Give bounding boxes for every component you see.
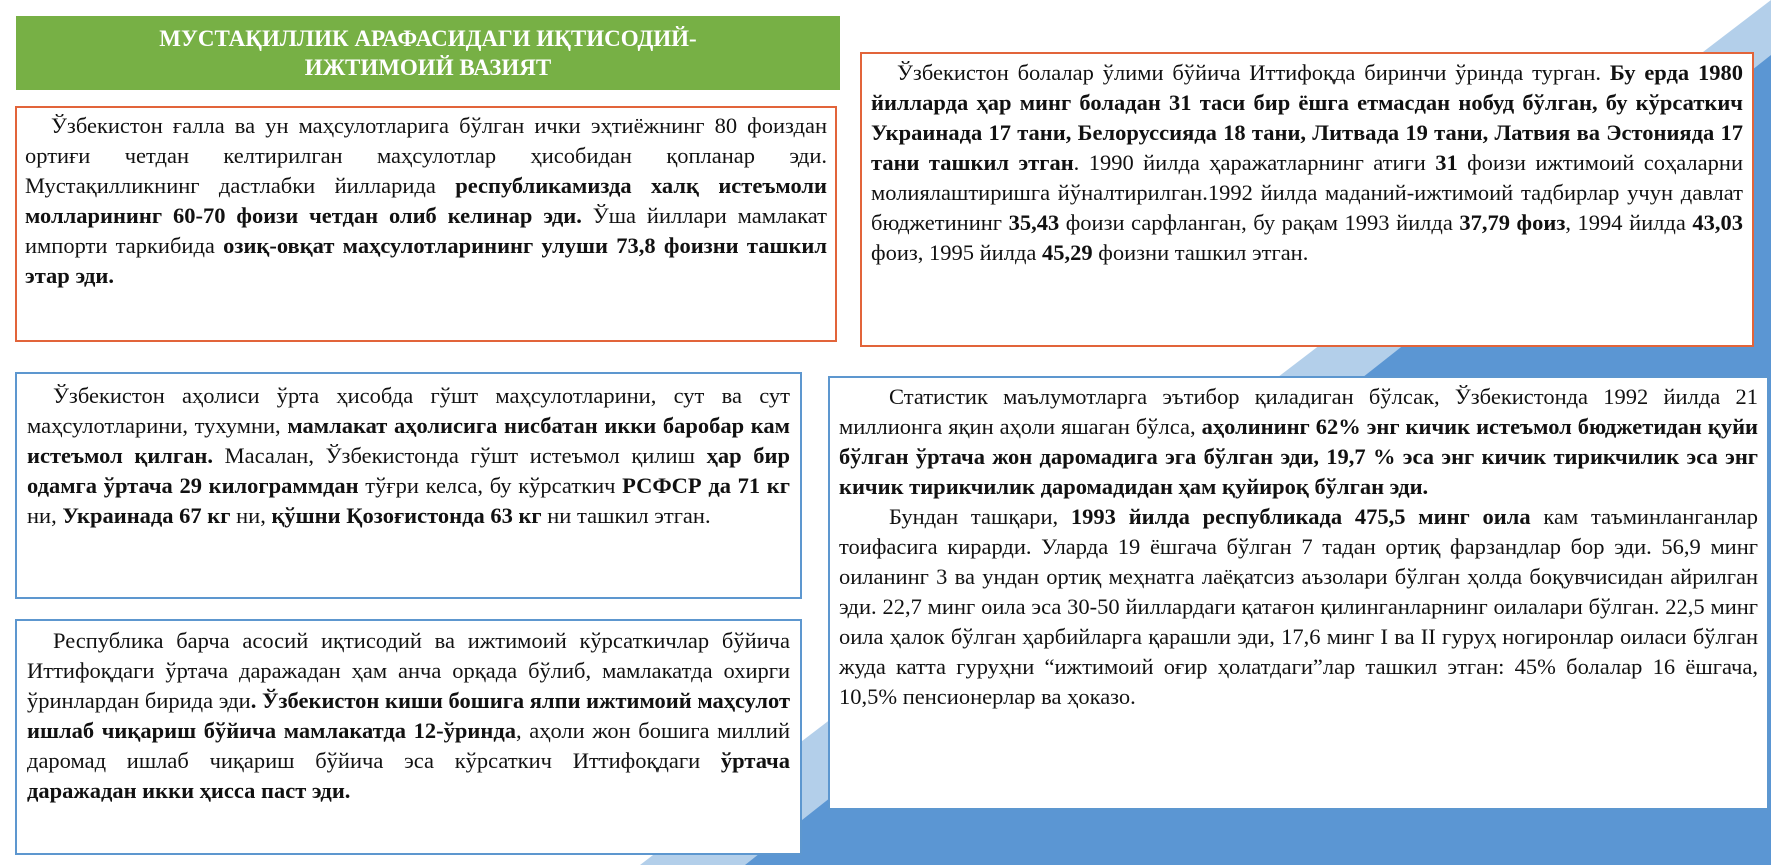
bold-segment: 35,43: [1008, 210, 1060, 235]
text-segment: фоизи ижтимоий соҳаларни молиялаштиришга йўналтирилган.1992 йилда маданий-ижтимоий тадбирлар учун давлат бюджетининг: [871, 150, 1743, 235]
bold-segment: аҳолининг 62% энг кичик истеъмол бюджетидан қуйи бўлган ўртача жон даромадига эга бўлган эди, 19,7 % эса энг кичик тирикчилик эса энг кичик тирикчилик даромадидан ҳам қуйироқ бўлган эди.: [839, 414, 1758, 499]
text-segment: ни,: [27, 503, 63, 528]
bold-segment: 37,79 фоиз: [1459, 210, 1566, 235]
statistics-paragraph-1: [839, 382, 1758, 502]
page-title-line-2: ИЖТИМОИЙ ВАЗИЯТ: [304, 55, 552, 80]
bold-segment: 1993 йилда республикада 475,5 минг оила: [1070, 504, 1531, 529]
text-segment: кам таъминланганлар тоифасига кирарди. Уларда 19 ёшгача бўлган 7 тадан ортиқ фарзандлар бор эди. 56,9 минг оиланинг 3 ва ундан ортиқ меҳнатга лаёқатсиз аъзолари бўлган ҳолда боқувчисидан айрилган эди. 22,7 минг оила эса 30-50 йиллардаги қатағон қилинганларнинг оилалари бўлган. 22,5 минг оила ҳалок бўлган ҳарбийларга қарашли эди, 17,6 минг I ва II гуруҳ ногиронлар оиласи бўлган жуда катта гуруҳни “ижтимоий оғир ҳолатдаги”лар ташкил этган: 45% болалар 16 ёшгача, 10,5% пенсионерлар ва ҳоказо.: [839, 504, 1758, 709]
grain-import-text-box: [15, 106, 837, 342]
statistics-paragraph-2: [839, 502, 1758, 712]
text-segment: , 1994 йилда: [1565, 210, 1693, 235]
bold-segment: ҳар бир одамга ўртача 29 килограммдан: [27, 443, 790, 498]
bold-segment: озиқ-овқат маҳсулотларининг улуши 73,8 фоизни ташкил этар эди.: [25, 233, 828, 288]
text-segment: Ўзбекистон аҳолиси ўрта ҳисобда гўшт маҳсулотларини, сут ва сут маҳсулотларини, тухумни,: [27, 383, 790, 438]
republic-indicators-text-box: [15, 619, 802, 855]
text-segment: Масалан, Ўзбекистонда гўшт истеъмол қилиш: [212, 443, 707, 468]
bold-segment: 45,29: [1042, 240, 1093, 265]
statistics-text-box: [828, 376, 1769, 810]
page-title-line-1: МУСТАҚИЛЛИК АРАФАСИДАГИ ИҚТИСОДИЙ-: [159, 26, 697, 51]
text-segment: ни,: [230, 503, 272, 528]
text-segment: ни ташкил этган.: [541, 503, 711, 528]
text-segment: , аҳоли жон бошига миллий даромад ишлаб чиқариш бўйича эса кўрсаткич Иттифоқдаги: [27, 718, 790, 773]
child-mortality-paragraph: [871, 58, 1743, 268]
child-mortality-text-box: [860, 52, 1754, 347]
bold-segment: . Ўзбекистон киши бошига ялпи ижтимоий маҳсулот ишлаб чиқариш бўйича мамлакатда 12-ўринда: [27, 688, 791, 743]
text-segment: фоизни ташкил этган.: [1092, 240, 1309, 265]
text-segment: фоизи сарфланган, бу рақам 1993 йилда: [1059, 210, 1460, 235]
text-segment: Республика барча асосий иқтисодий ва ижтимоий кўрсаткичлар бўйича Иттифоқдаги ўртача даражадан ҳам анча орқада бўлиб, мамлакатда охирги ўринлардан бирида эди: [27, 628, 790, 713]
bold-segment: 43,03: [1692, 210, 1743, 235]
bold-segment: қўшни Қозоғистонда 63 кг: [271, 503, 542, 528]
bold-segment: РСФСР да 71 кг: [622, 473, 790, 498]
grain-import-paragraph: [25, 111, 827, 291]
meat-consumption-text-box: [15, 372, 802, 599]
republic-indicators-paragraph: [27, 626, 790, 806]
page-title: [16, 16, 840, 90]
text-segment: . 1990 йилда ҳаражатларнинг атиги: [1073, 150, 1436, 175]
bold-segment: Бу ерда 1980 йилларда ҳар минг боладан 31 таси бир ёшга етмасдан нобуд бўлган, бу кўрсаткич Украинада 17 тани, Белоруссияда 18 тани, Литвада 19 тани, Латвия ва Эстонияда 17 тани ташкил этган: [871, 60, 1743, 175]
meat-consumption-paragraph: [27, 381, 790, 531]
bold-segment: республикамизда халқ истеъмоли молларининг 60-70 фоизи четдан олиб келинар эди.: [25, 173, 828, 228]
text-segment: Статистик маълумотларга эътибор қиладиган бўлсак, Ўзбекистонда 1992 йилда 21 миллионга яқин аҳоли яшаган бўлса,: [839, 384, 1758, 439]
text-segment: тўғри келса, бу кўрсаткич: [358, 473, 623, 498]
text-segment: Бундан ташқари,: [889, 504, 1071, 529]
text-segment: фоиз, 1995 йилда: [871, 240, 1043, 265]
bold-segment: ўртача даражадан икки ҳисса паст эди.: [27, 748, 790, 803]
text-segment: Ўзбекистон болалар ўлими бўйича Иттифоқда биринчи ўринда турган.: [897, 60, 1610, 85]
text-segment: Ўша йиллари мамлакат импорти таркибида: [25, 203, 827, 258]
bold-segment: Украинада 67 кг: [62, 503, 231, 528]
bold-segment: мамлакат аҳолисига нисбатан икки баробар кам истеъмол қилган.: [27, 413, 790, 468]
bold-segment: 31: [1435, 150, 1458, 175]
text-segment: Ўзбекистон ғалла ва ун маҳсулотларига бўлган ички эҳтиёжнинг 80 фоиздан ортиғи четдан келтирилган маҳсулотлар ҳисобидан қопланар эди. Мустақилликнинг дастлабки йилларида: [25, 113, 827, 198]
